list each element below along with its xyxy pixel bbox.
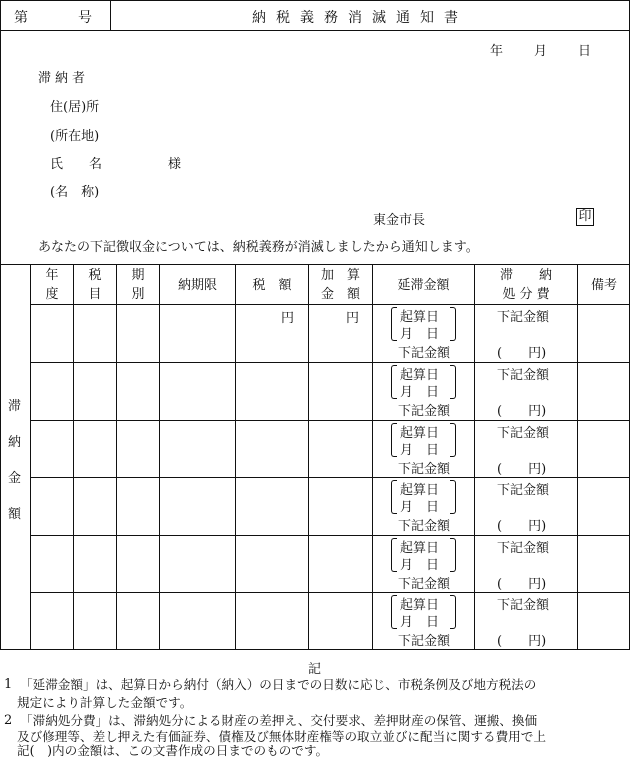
recipient-name-alt-label: (名 称) bbox=[50, 185, 100, 200]
note-2-line-2: 及び修理等、差し押えた有価証券、債権及び無体財産権等の取立並びに配当に関する費用で上 bbox=[17, 729, 546, 744]
shobunhi-kaki-kingaku: 下記金額 bbox=[497, 541, 550, 556]
bracket-right bbox=[450, 307, 456, 341]
tsukihi-label: 月 日 bbox=[400, 615, 440, 630]
recipient-office-label: (所在地) bbox=[50, 129, 100, 144]
kisanbi-label: 起算日 bbox=[400, 541, 440, 556]
header-zeimoku: 税 目 bbox=[88, 268, 102, 302]
bracket-right bbox=[450, 480, 456, 514]
shobunhi-kaki-kingaku: 下記金額 bbox=[497, 426, 550, 441]
row-divider-4 bbox=[30, 535, 630, 536]
header-divider bbox=[0, 30, 630, 31]
document-title: 納税義務消滅通知書 bbox=[252, 10, 468, 26]
col-line-5 bbox=[308, 264, 309, 650]
kisanbi-label: 起算日 bbox=[400, 483, 440, 498]
kaki-kingaku-label: 下記金額 bbox=[398, 404, 451, 419]
recipient-honorific: 様 bbox=[168, 157, 182, 172]
shobunhi-kaki-kingaku: 下記金額 bbox=[497, 483, 550, 498]
tsukihi-label: 月 日 bbox=[400, 500, 440, 515]
col-line-4 bbox=[235, 264, 236, 650]
col-line-0 bbox=[30, 264, 31, 650]
date-day: 日 bbox=[578, 44, 592, 59]
row-divider-3 bbox=[30, 477, 630, 478]
zeigaku-yen-unit: 円 bbox=[281, 311, 295, 326]
header-entai-kingaku: 延滞金額 bbox=[397, 278, 450, 293]
table-header-line bbox=[30, 304, 630, 305]
col-line-1 bbox=[73, 264, 74, 650]
bracket-left bbox=[391, 423, 397, 457]
shobunhi-yen-paren: ( 円) bbox=[497, 634, 547, 649]
header-tainou-shobunhi: 滞 納 処 分 費 bbox=[499, 268, 552, 302]
col-line-8 bbox=[577, 264, 578, 650]
tsukihi-label: 月 日 bbox=[400, 558, 440, 573]
header-nendo: 年 度 bbox=[45, 268, 59, 302]
bracket-left bbox=[391, 365, 397, 399]
shobunhi-kaki-kingaku: 下記金額 bbox=[497, 310, 550, 325]
note-2-number: 2 bbox=[4, 713, 13, 728]
shobunhi-yen-paren: ( 円) bbox=[497, 577, 547, 592]
kisanbi-label: 起算日 bbox=[400, 426, 440, 441]
bracket-left bbox=[391, 538, 397, 572]
header-biko: 備考 bbox=[590, 278, 617, 293]
kaki-kingaku-label: 下記金額 bbox=[398, 462, 451, 477]
side-label-char-1: 滞 bbox=[8, 399, 22, 414]
bracket-right bbox=[450, 595, 456, 629]
kaki-kingaku-label: 下記金額 bbox=[398, 346, 451, 361]
document-number-label: 第 号 bbox=[14, 10, 94, 26]
col-line-7 bbox=[474, 264, 475, 650]
row-divider-2 bbox=[30, 420, 630, 421]
header-kibetsu: 期 別 bbox=[131, 268, 145, 302]
shobunhi-kaki-kingaku: 下記金額 bbox=[497, 598, 550, 613]
official-seal-mark: 印 bbox=[576, 208, 594, 226]
bracket-right bbox=[450, 365, 456, 399]
shobunhi-yen-paren: ( 円) bbox=[497, 462, 547, 477]
note-1-line-1: 「延滞金額」は、起算日から納付（納入）の日までの日数に応じ、市税条例及び地方税法の bbox=[20, 677, 537, 692]
bracket-right bbox=[450, 423, 456, 457]
tsukihi-label: 月 日 bbox=[400, 327, 440, 342]
note-2-line-1: 「滞納処分費」は、滞納処分による財産の差押え、交付要求、差押財産の保管、運搬、換価 bbox=[20, 713, 538, 728]
bracket-left bbox=[391, 595, 397, 629]
row-divider-5 bbox=[30, 592, 630, 593]
note-2-line-3: 記( )内の金額は、この文書作成の日までのものです。 bbox=[17, 743, 329, 758]
header-kasan-kingaku: 加 算 金 額 bbox=[320, 268, 360, 302]
recipient-label: 滞納者 bbox=[38, 71, 90, 86]
side-label-char-3: 金 bbox=[8, 471, 22, 486]
bracket-left bbox=[391, 307, 397, 341]
shobunhi-yen-paren: ( 円) bbox=[497, 519, 547, 534]
kisanbi-label: 起算日 bbox=[400, 598, 440, 613]
shobunhi-yen-paren: ( 円) bbox=[497, 346, 547, 361]
kaki-kingaku-label: 下記金額 bbox=[398, 634, 451, 649]
shobunhi-yen-paren: ( 円) bbox=[497, 404, 547, 419]
header-vdivider bbox=[110, 0, 111, 30]
notes-heading: 記 bbox=[308, 662, 322, 677]
note-1-line-2: 規定により計算した金額です。 bbox=[17, 695, 193, 710]
col-line-6 bbox=[372, 264, 373, 650]
side-label-char-4: 額 bbox=[8, 507, 22, 522]
table-top-line bbox=[0, 264, 630, 265]
issuer-name: 東金市長 bbox=[373, 213, 426, 228]
header-nokigen: 納期限 bbox=[177, 278, 217, 293]
note-1-number: 1 bbox=[4, 677, 13, 692]
shobunhi-kaki-kingaku: 下記金額 bbox=[497, 368, 550, 383]
bracket-left bbox=[391, 480, 397, 514]
kasan-yen-unit: 円 bbox=[346, 311, 360, 326]
kaki-kingaku-label: 下記金額 bbox=[398, 577, 451, 592]
recipient-name-label: 氏 名 bbox=[50, 157, 103, 172]
kaki-kingaku-label: 下記金額 bbox=[398, 519, 451, 534]
kisanbi-label: 起算日 bbox=[400, 310, 440, 325]
notice-message: あなたの下記徴収金については、納税義務が消滅しましたから通知します。 bbox=[38, 240, 479, 255]
tsukihi-label: 月 日 bbox=[400, 443, 440, 458]
col-line-3 bbox=[159, 264, 160, 650]
date-month: 月 bbox=[534, 44, 548, 59]
header-zeigaku: 税 額 bbox=[252, 278, 292, 293]
date-year: 年 bbox=[490, 44, 504, 59]
tsukihi-label: 月 日 bbox=[400, 385, 440, 400]
bracket-right bbox=[450, 538, 456, 572]
side-label-char-2: 納 bbox=[8, 435, 22, 450]
recipient-address-label: 住(居)所 bbox=[50, 100, 100, 115]
row-divider-1 bbox=[30, 362, 630, 363]
col-line-2 bbox=[116, 264, 117, 650]
kisanbi-label: 起算日 bbox=[400, 368, 440, 383]
